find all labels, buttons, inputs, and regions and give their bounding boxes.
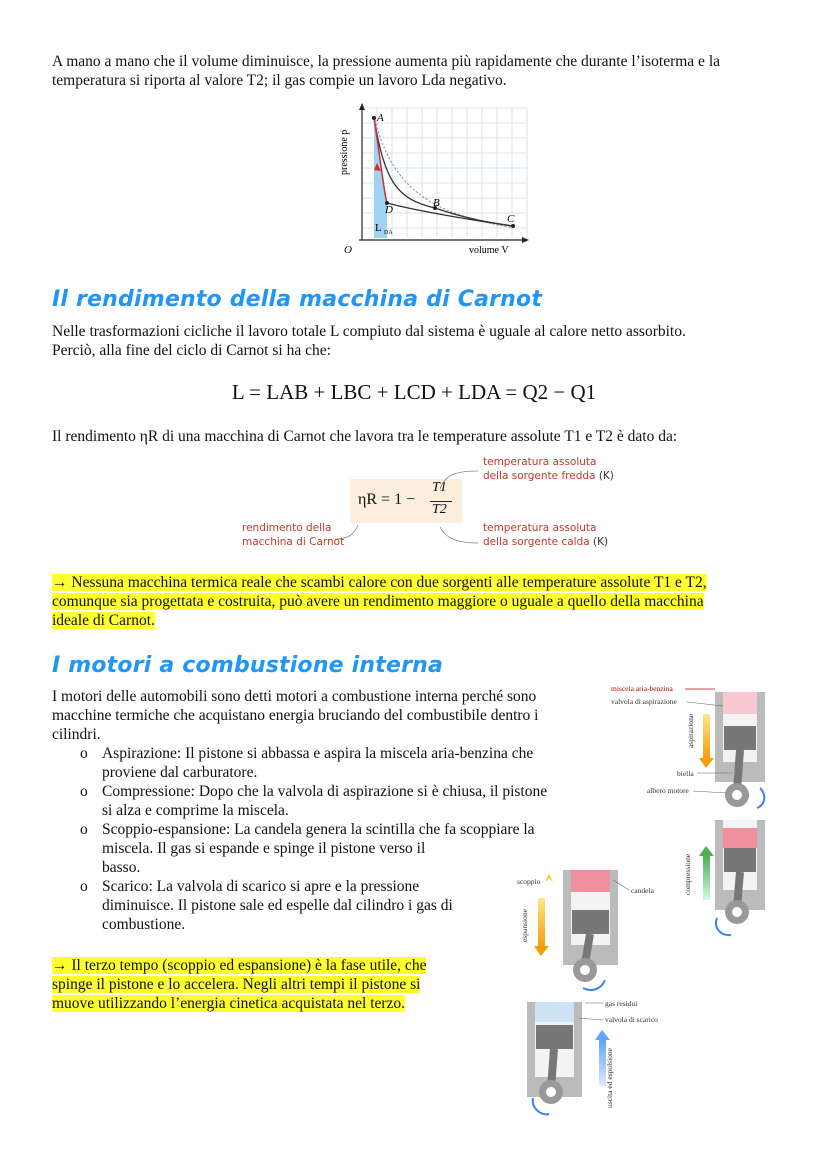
intro-line-1: A mano a mano che il volume diminuisce, la pressione aumenta più rapidamente che durante l’isoterma e la <box>52 53 720 70</box>
label-aspirazione: aspirazione <box>686 713 695 748</box>
point-a-label: A <box>377 112 384 124</box>
area-label: L <box>375 222 382 234</box>
area-sub-label: DA <box>384 230 393 236</box>
label-biella: biella <box>677 769 694 778</box>
engine-aspirazione <box>699 692 765 808</box>
section-title-carnot: Il rendimento della macchina di Carnot <box>52 287 543 312</box>
label-valvola-scarico: valvola di scarico <box>605 1015 658 1024</box>
carnot-p1-line-2: Perciò, alla fine del ciclo di Carnot si ha che: <box>52 342 331 359</box>
list-item-compressione: o Compressione: Dopo che la valvola di aspirazione si è chiusa, il pistone si alza e comprime la miscela. <box>80 783 548 819</box>
formula-denominator: T2 <box>432 502 447 517</box>
label-albero-motore: albero motore <box>647 786 689 795</box>
x-axis-label: volume V <box>469 245 509 256</box>
list-item-aspirazione: o Aspirazione: Il pistone si abbassa e aspira la miscela aria-benzina che proviene dal carburatore. <box>80 745 534 781</box>
label-espansione: espansione <box>520 909 529 942</box>
point-d-label: D <box>385 204 393 216</box>
annotation-cold-source: temperatura assoluta della sorgente fredda (K) <box>483 456 614 482</box>
engine-illustration <box>505 680 780 1120</box>
list-item-scarico: o Scarico: La valvola di scarico si apre e la pressione diminuisce. Il pistone sale ed espelle dal cilindro i gas di combustione. <box>80 878 453 933</box>
point-b-label: B <box>433 197 440 209</box>
engine-scarico <box>527 1002 610 1114</box>
carnot-p2: Il rendimento ηR di una macchina di Carnot che lavora tra le temperature assolute T1 e T2 è dato da: <box>52 428 678 445</box>
annotation-leaders <box>330 465 490 555</box>
list-item-scoppio: o Scoppio-espansione: La candela genera la scintilla che fa scoppiare la miscela. Il gas si espande e spinge il pistone verso il basso. <box>80 821 535 876</box>
engine-compressione <box>699 820 765 935</box>
formula-numerator: T1 <box>432 480 447 495</box>
engines-note: → Il terzo tempo (scoppio ed espansione) è la fase utile, che spinge il pistone e lo accelera. Negli altri tempi il pistone si muove utilizzando l’energia cinetica acquistata nel terzo. <box>52 957 427 1012</box>
formula-lhs: ηR = 1 − <box>358 491 416 508</box>
carnot-note: → Nessuna macchina termica reale che scambi calore con due sorgenti alle temperature assolute T1 e T2, comunque sia progettata e costruita, può avere un rendimento maggiore o uguale a quello della macchina ideale di Carnot. <box>52 574 707 629</box>
carnot-p1-line-1: Nelle trasformazioni cicliche il lavoro totale L compiuto dal sistema è uguale al calore netto assorbito. <box>52 323 686 340</box>
point-c-label: C <box>507 213 515 225</box>
work-equation: L = LAB + LBC + LCD + LDA = Q2 − Q1 <box>231 380 597 404</box>
section-title-engines: I motori a combustione interna <box>52 653 444 678</box>
engines-intro: I motori delle automobili sono detti motori a combustione interna perché sono macchine termiche che acquistano energia bruciando del combustibile dentro i cilindri. <box>52 688 539 743</box>
label-scoppio: scoppio <box>517 877 541 886</box>
label-candela: candela <box>631 886 654 895</box>
intro-line-2: temperatura si riporta al valore T2; il gas compie un lavoro Lda negativo. <box>52 72 507 89</box>
label-miscela: miscela aria-benzina <box>611 684 673 693</box>
origin-label: O <box>344 244 352 256</box>
annotation-hot-source: temperatura assoluta della sorgente calda (K) <box>483 522 609 548</box>
label-valvola-aspirazione: valvola di aspirazione <box>611 697 677 706</box>
engine-scoppio <box>534 870 618 990</box>
pv-graph <box>337 103 529 261</box>
annotation-efficiency: rendimento della macchina di Carnot <box>242 522 345 548</box>
y-axis-label: pressione p <box>339 129 350 175</box>
label-uscita: uscita ed espulsione <box>605 1048 614 1108</box>
label-compressione: compressione <box>683 853 692 895</box>
label-gas-residui: gas residui <box>605 999 638 1008</box>
